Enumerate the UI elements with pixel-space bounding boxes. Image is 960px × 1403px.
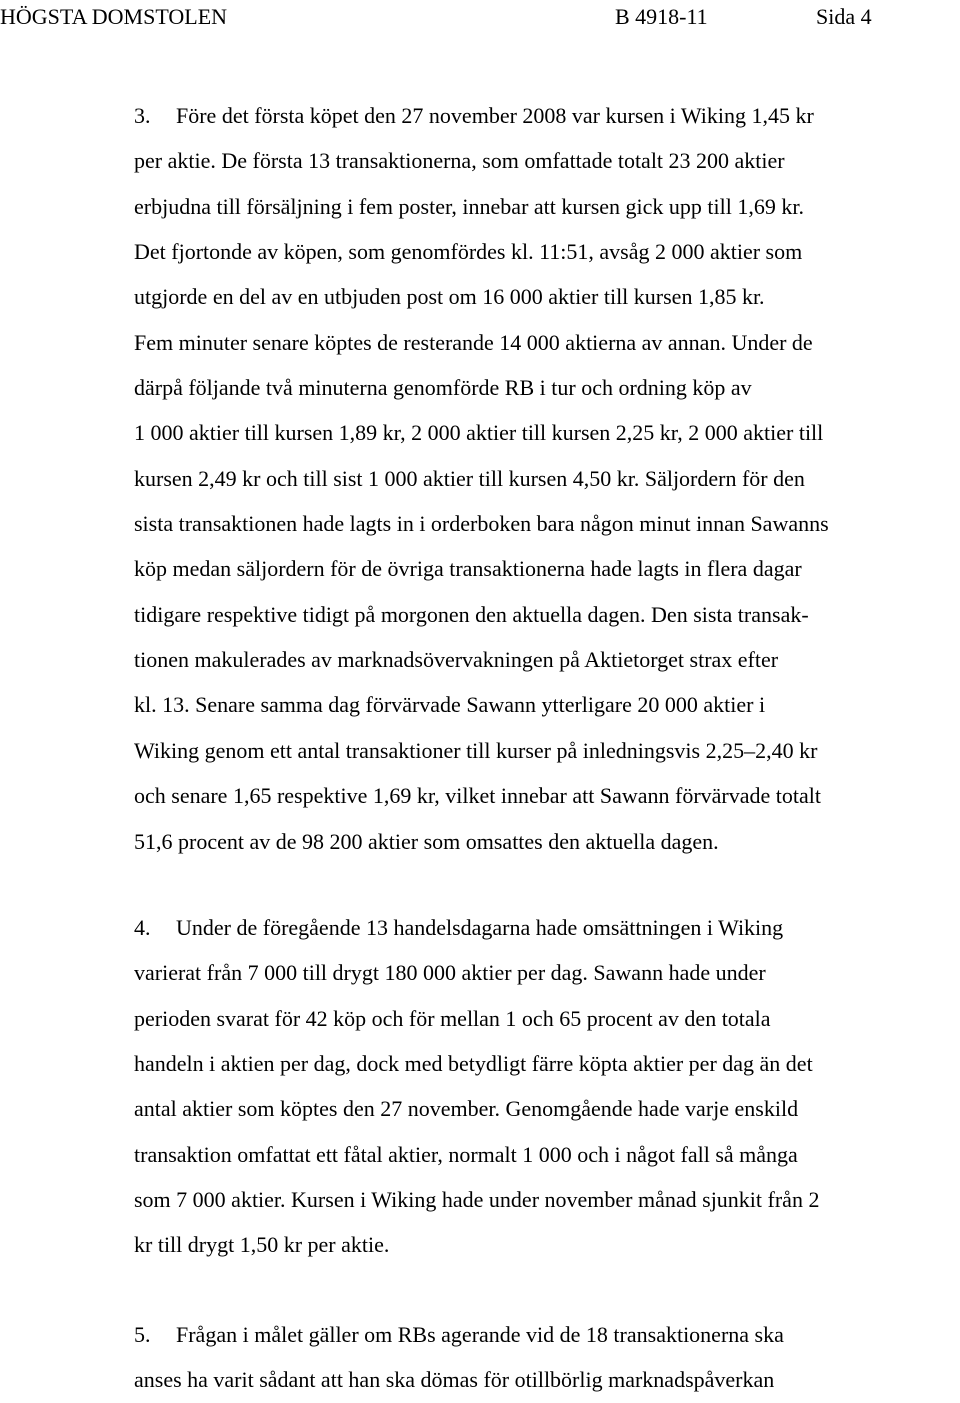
paragraph-first-line <box>134 905 960 950</box>
paragraph-line: transaktion omfattat ett fåtal aktier, normalt 1 000 och i något fall så många <box>134 1141 798 1167</box>
paragraph-line: köp medan säljordern för de övriga transaktionerna hade lagts in flera dagar <box>134 556 802 582</box>
paragraph-line: därpå följande två minuterna genomförde RB i tur och ordning köp av <box>134 375 752 401</box>
paragraph-first-line <box>134 1312 960 1357</box>
page-number: Sida 4 <box>816 4 872 29</box>
paragraph-line: kl. 13. Senare samma dag förvärvade Sawann ytterligare 20 000 aktier i <box>134 692 766 718</box>
paragraph-text: Frågan i målet gäller om RBs agerande vid de 18 transaktionerna ska <box>176 1322 784 1347</box>
paragraph-line: anses ha varit sådant att han ska dömas för otillbörlig marknadspåverkan <box>134 1367 775 1393</box>
paragraph-number: 3. <box>134 103 151 128</box>
paragraph-line: antal aktier som köptes den 27 november. Genomgående hade varje enskild <box>134 1096 799 1122</box>
paragraph-line: erbjudna till försäljning i fem poster, innebar att kursen gick upp till 1,69 kr. <box>134 193 804 219</box>
paragraph-line: perioden svarat för 42 köp och för mellan 1 och 65 procent av den totala <box>134 1005 771 1031</box>
paragraph-number: 4. <box>134 915 151 940</box>
paragraph-first-line <box>134 93 960 138</box>
paragraph-line: kr till drygt 1,50 kr per aktie. <box>134 1232 390 1258</box>
paragraph-line: sista transaktionen hade lagts in i orderboken bara någon minut innan Sawanns <box>134 511 829 537</box>
case-number: B 4918-11 <box>615 4 708 29</box>
page-header <box>0 2 960 32</box>
paragraph-number: 5. <box>134 1322 151 1347</box>
paragraph-line: kursen 2,49 kr och till sist 1 000 aktier till kursen 4,50 kr. Säljordern för den <box>134 465 805 491</box>
paragraph-line: utgjorde en del av en utbjuden post om 16 000 aktier till kursen 1,85 kr. <box>134 284 765 310</box>
paragraph-line: och senare 1,65 respektive 1,69 kr, vilket innebar att Sawann förvärvade totalt <box>134 783 821 809</box>
paragraph-line: som 7 000 aktier. Kursen i Wiking hade under november månad sjunkit från 2 <box>134 1187 820 1213</box>
paragraph-text: Under de föregående 13 handelsdagarna hade omsättningen i Wiking <box>176 915 784 940</box>
paragraph-line: Det fjortonde av köpen, som genomfördes kl. 11:51, avsåg 2 000 aktier som <box>134 239 803 265</box>
paragraph-line: 51,6 procent av de 98 200 aktier som omsattes den aktuella dagen. <box>134 828 719 854</box>
paragraph-text: Före det första köpet den 27 november 2008 var kursen i Wiking 1,45 kr <box>176 103 814 128</box>
paragraph-line: Wiking genom ett antal transaktioner till kurser på inledningsvis 2,25–2,40 kr <box>134 737 818 763</box>
paragraph-line: tidigare respektive tidigt på morgonen den aktuella dagen. Den sista transak- <box>134 601 809 627</box>
paragraph-line: per aktie. De första 13 transaktionerna, som omfattade totalt 23 200 aktier <box>134 148 785 174</box>
paragraph-5 <box>134 1312 960 1403</box>
paragraph-line: varierat från 7 000 till drygt 180 000 aktier per dag. Sawann hade under <box>134 960 766 986</box>
paragraph-line: Fem minuter senare köptes de resterande 14 000 aktierna av annan. Under de <box>134 329 813 355</box>
paragraph-4 <box>134 905 960 1268</box>
court-name: HÖGSTA DOMSTOLEN <box>0 4 228 29</box>
paragraph-3 <box>134 93 960 864</box>
paragraph-line: handeln i aktien per dag, dock med betydligt färre köpta aktier per dag än det <box>134 1051 813 1077</box>
paragraph-line: 1 000 aktier till kursen 1,89 kr, 2 000 aktier till kursen 2,25 kr, 2 000 aktier till <box>134 420 824 446</box>
paragraph-line: tionen makulerades av marknadsövervakningen på Aktietorget strax efter <box>134 647 779 673</box>
